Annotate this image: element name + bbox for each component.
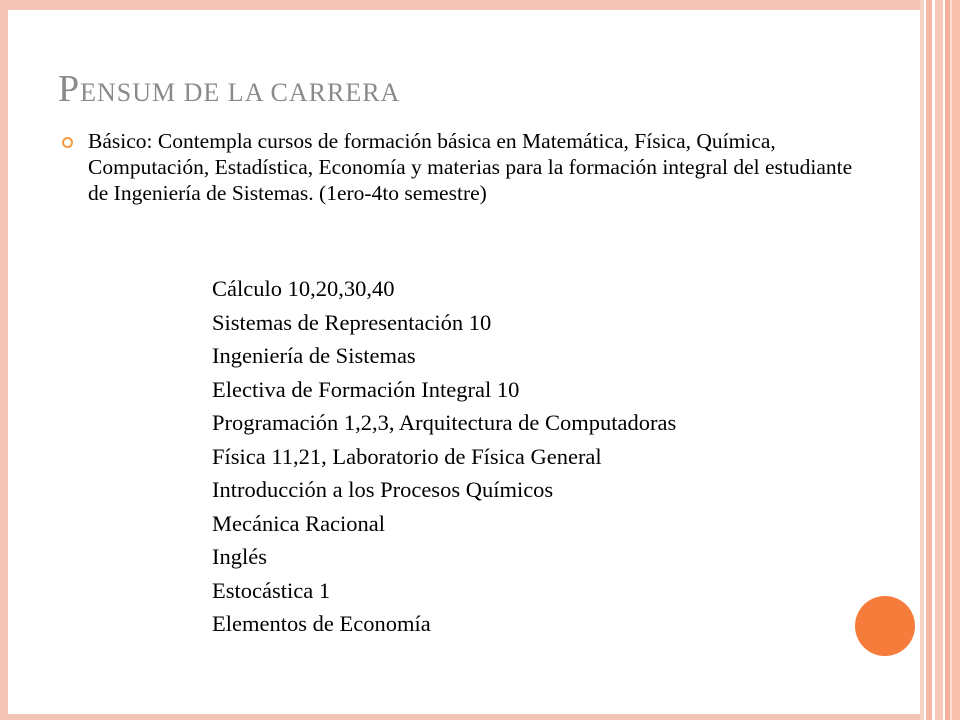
course-list (212, 272, 676, 641)
bottom-border (0, 714, 920, 720)
stripe (952, 0, 960, 720)
list-item: Inglés (212, 544, 267, 569)
list-item: Cálculo 10,20,30,40 (212, 276, 395, 301)
bullet-text: Básico: Contempla cursos de formación básica en Matemática, Física, Química, Computación, Estadística, Economía y materias para la formación integral del estudiante de Ingeniería de Sistemas. (1ero-4to semestre) (88, 129, 853, 205)
left-border (0, 0, 8, 720)
list-item: Programación 1,2,3, Arquitectura de Computadoras (212, 410, 677, 435)
right-stripes-decoration (920, 0, 960, 720)
list-item: Introducción a los Procesos Químicos (212, 477, 554, 502)
orange-circle-icon (855, 596, 915, 656)
top-border (0, 0, 920, 10)
list-item: Ingeniería de Sistemas (212, 343, 416, 368)
list-item: Estocástica 1 (212, 577, 331, 603)
stripe (935, 0, 943, 720)
circle-bullet-icon (62, 137, 73, 148)
list-item: Electiva de Formación Integral 10 (212, 376, 520, 402)
bullet-basico (62, 128, 862, 206)
list-item: Elementos de Economía (212, 611, 431, 636)
list-item: Física 11,21, Laboratorio de Física General (212, 443, 602, 469)
list-item: Sistemas de Representación 10 (212, 309, 492, 335)
title-rest: ENSUM DE LA CARRERA (80, 78, 401, 107)
title-initial: P (58, 68, 81, 110)
list-item: Mecánica Racional (212, 510, 386, 536)
slide-title (58, 70, 400, 108)
